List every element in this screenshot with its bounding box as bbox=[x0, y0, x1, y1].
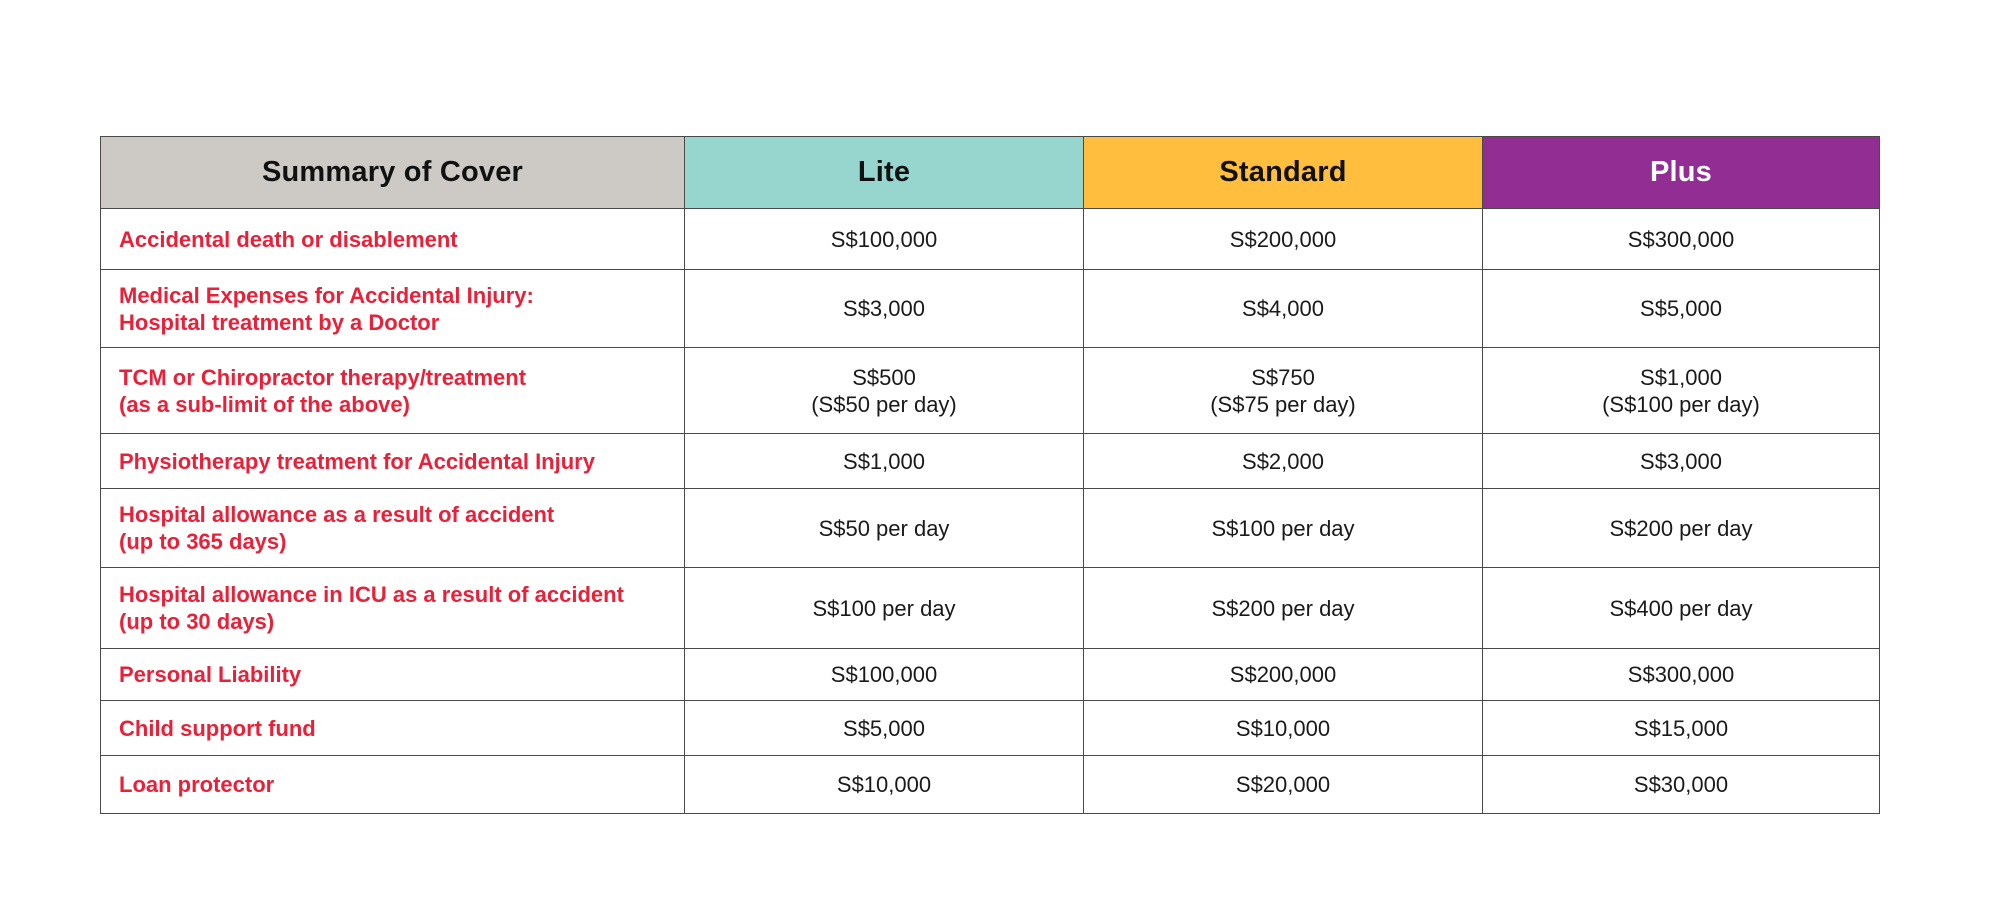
cell-lite bbox=[685, 568, 1084, 649]
cell-standard bbox=[1084, 649, 1483, 701]
row-label bbox=[101, 568, 685, 649]
cell-plus bbox=[1483, 649, 1880, 701]
cell-standard-value: S$10,000 bbox=[1235, 715, 1331, 741]
cell-standard bbox=[1084, 209, 1483, 270]
cell-standard bbox=[1084, 701, 1483, 756]
cell-plus-value: S$300,000 bbox=[1627, 662, 1735, 687]
table-row-tcm-chiropractor bbox=[101, 348, 1880, 434]
row-label-line-1: Child support fund bbox=[119, 715, 316, 741]
row-label-line-2: (as a sub-limit of the above) bbox=[119, 391, 410, 417]
cell-lite-subvalue: (S$50 per day) bbox=[811, 391, 957, 417]
row-label-line-1: Medical Expenses for Accidental Injury: bbox=[119, 282, 534, 308]
row-label-line-2: (up to 365 days) bbox=[119, 529, 287, 554]
row-label bbox=[101, 701, 685, 756]
cell-lite-value: S$5,000 bbox=[843, 715, 925, 741]
header-row bbox=[101, 137, 1880, 209]
row-label-line-1: Hospital allowance in ICU as a result of accident bbox=[119, 582, 624, 607]
table-row-hospital-allowance bbox=[101, 489, 1880, 568]
cell-plus bbox=[1483, 348, 1880, 434]
cell-plus-value: S$400 per day bbox=[1609, 595, 1753, 621]
cell-standard-value: S$100 per day bbox=[1211, 515, 1355, 541]
row-label bbox=[101, 209, 685, 270]
row-label bbox=[101, 649, 685, 701]
cell-lite bbox=[685, 701, 1084, 756]
cell-plus-value: S$1,000 bbox=[1640, 364, 1722, 390]
row-label bbox=[101, 756, 685, 814]
table-row-accidental-death bbox=[101, 209, 1880, 270]
row-label bbox=[101, 489, 685, 568]
cell-lite bbox=[685, 489, 1084, 568]
table-row-medical-expenses bbox=[101, 270, 1880, 348]
row-label bbox=[101, 348, 685, 434]
row-label-line-1: Physiotherapy treatment for Accidental Injury bbox=[119, 448, 595, 474]
cell-plus-value: S$5,000 bbox=[1640, 296, 1722, 321]
cell-lite bbox=[685, 756, 1084, 814]
header-plan-standard: Standard bbox=[1084, 137, 1483, 209]
cell-plus bbox=[1483, 270, 1880, 348]
row-label-line-1: Loan protector bbox=[119, 772, 275, 797]
cell-standard-value: S$200 per day bbox=[1211, 595, 1355, 621]
cell-lite bbox=[685, 270, 1084, 348]
cell-lite-value: S$500 bbox=[852, 364, 916, 390]
cell-standard bbox=[1084, 348, 1483, 434]
cell-plus-value: S$200 per day bbox=[1609, 515, 1753, 541]
cell-lite-value: S$1,000 bbox=[843, 448, 925, 474]
cell-plus-value: S$30,000 bbox=[1633, 772, 1729, 797]
cell-standard-subvalue: (S$75 per day) bbox=[1210, 391, 1356, 417]
cell-lite bbox=[685, 649, 1084, 701]
cell-plus-value: S$3,000 bbox=[1640, 448, 1722, 474]
cell-standard-value: S$20,000 bbox=[1235, 772, 1331, 797]
cell-lite-value: S$100,000 bbox=[830, 662, 938, 687]
cell-lite-value: S$10,000 bbox=[836, 772, 932, 797]
cell-plus bbox=[1483, 489, 1880, 568]
cell-standard bbox=[1084, 756, 1483, 814]
cell-standard-value: S$200,000 bbox=[1229, 662, 1337, 687]
cell-lite bbox=[685, 348, 1084, 434]
header-plan-plus: Plus bbox=[1483, 137, 1880, 209]
row-label bbox=[101, 270, 685, 348]
row-label bbox=[101, 434, 685, 489]
table-row-child-support-fund bbox=[101, 701, 1880, 756]
cell-standard-value: S$200,000 bbox=[1229, 226, 1337, 252]
row-label-line-2: Hospital treatment by a Doctor bbox=[119, 309, 440, 335]
table-row-hospital-allowance-icu bbox=[101, 568, 1880, 649]
cell-plus bbox=[1483, 701, 1880, 756]
cell-standard bbox=[1084, 434, 1483, 489]
cell-lite-value: S$3,000 bbox=[843, 296, 925, 321]
table-body bbox=[101, 209, 1880, 814]
cell-lite bbox=[685, 434, 1084, 489]
table-row-loan-protector bbox=[101, 756, 1880, 814]
cell-plus-subvalue: (S$100 per day) bbox=[1602, 391, 1760, 417]
header-plan-lite: Lite bbox=[685, 137, 1084, 209]
row-label-line-1: Hospital allowance as a result of accident bbox=[119, 502, 555, 527]
table-header bbox=[101, 137, 1880, 209]
row-label-line-1: TCM or Chiropractor therapy/treatment bbox=[119, 364, 527, 390]
cell-plus bbox=[1483, 568, 1880, 649]
cell-lite-value: S$50 per day bbox=[818, 515, 950, 541]
cell-standard bbox=[1084, 489, 1483, 568]
table-row-physiotherapy bbox=[101, 434, 1880, 489]
cell-lite-value: S$100,000 bbox=[830, 226, 938, 252]
row-label-line-1: Personal Liability bbox=[119, 662, 302, 687]
header-summary-of-cover: Summary of Cover bbox=[101, 137, 685, 209]
cell-standard-value: S$750 bbox=[1251, 364, 1315, 390]
cell-lite-value: S$100 per day bbox=[812, 595, 956, 621]
cell-lite bbox=[685, 209, 1084, 270]
cell-plus bbox=[1483, 209, 1880, 270]
row-label-line-2: (up to 30 days) bbox=[119, 609, 275, 634]
cell-plus bbox=[1483, 756, 1880, 814]
summary-of-cover-table bbox=[100, 136, 1880, 814]
cell-standard-value: S$4,000 bbox=[1242, 296, 1324, 321]
summary-of-cover-table-container bbox=[100, 136, 1879, 814]
cell-plus bbox=[1483, 434, 1880, 489]
cell-plus-value: S$300,000 bbox=[1627, 226, 1735, 252]
row-label-line-1: Accidental death or disablement bbox=[119, 226, 458, 252]
cell-standard bbox=[1084, 270, 1483, 348]
cell-standard bbox=[1084, 568, 1483, 649]
table-row-personal-liability bbox=[101, 649, 1880, 701]
cell-standard-value: S$2,000 bbox=[1242, 448, 1324, 474]
cell-plus-value: S$15,000 bbox=[1633, 715, 1729, 741]
